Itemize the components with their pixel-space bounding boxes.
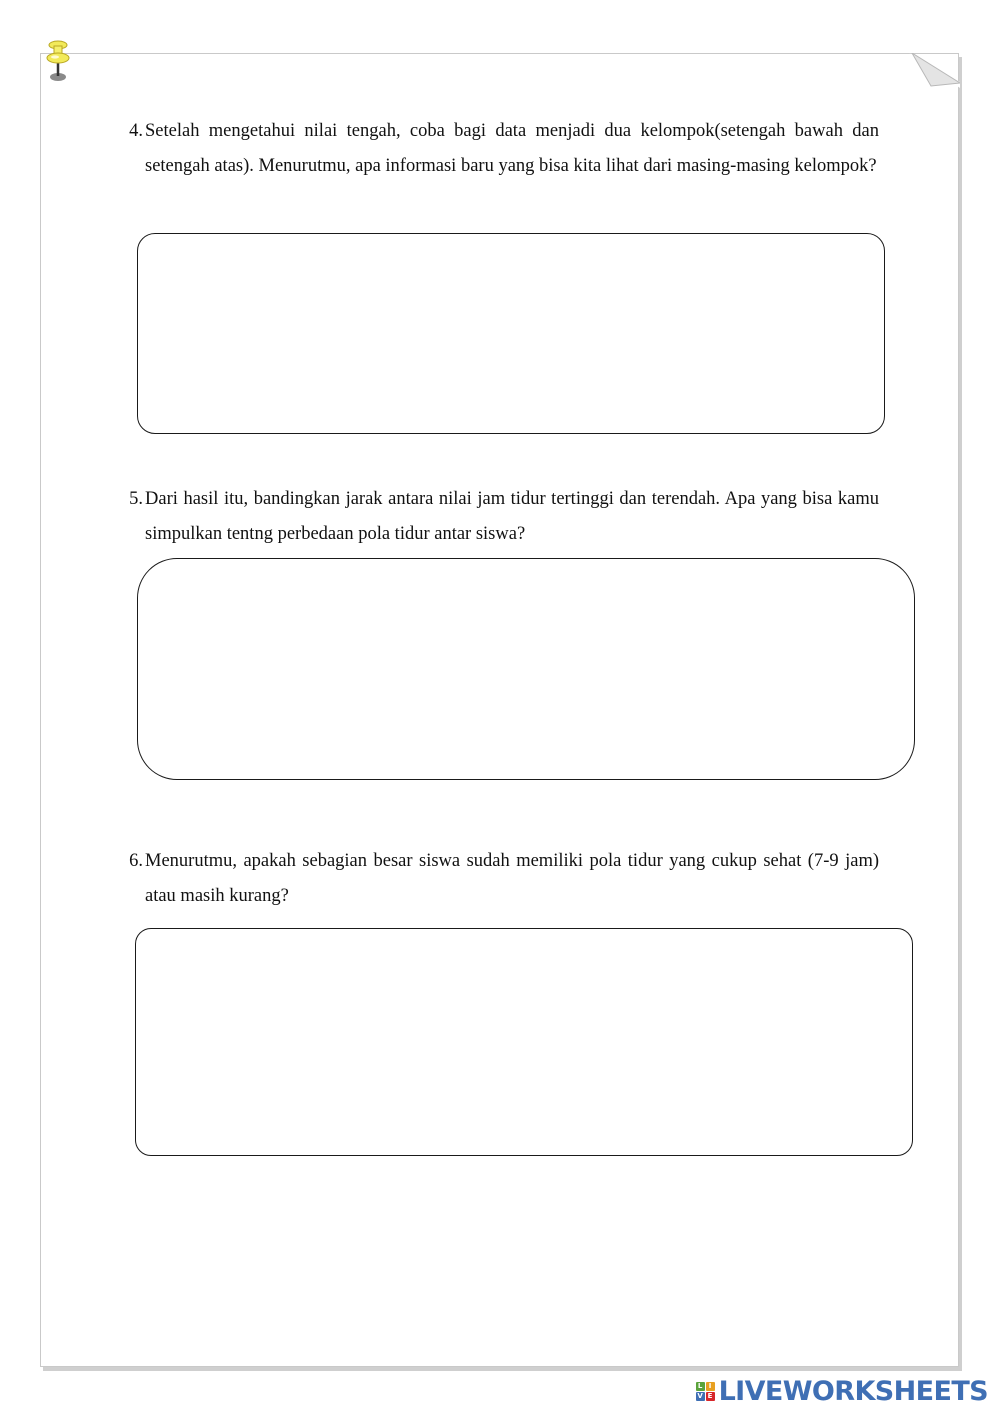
logo-tile-v: V: [697, 1391, 703, 1400]
question-number: 5.: [129, 489, 143, 509]
answer-box-4[interactable]: [137, 233, 885, 434]
question-text: Setelah mengetahui nilai tengah, coba bagi data menjadi dua kelompok(setengah bawah dan setengah atas). Menurutmu, apa informasi baru yang bisa kita lihat dari masing-masing kelompok?: [145, 121, 879, 176]
question-text: Menurutmu, apakah sebagian besar siswa sudah memiliki pola tidur yang cukup sehat (7-9 jam) atau masih kurang?: [145, 851, 879, 906]
liveworksheets-logo-icon: [696, 1382, 715, 1401]
page-curl-icon: [909, 53, 960, 88]
logo-tile-l: L: [696, 1382, 705, 1391]
pushpin-icon: [44, 38, 74, 84]
question-text: Dari hasil itu, bandingkan jarak antara nilai jam tidur tertinggi dan terendah. Apa yang bisa kamu simpulkan tentng perbedaan pola tidur antar siswa?: [145, 489, 879, 544]
logo-tile-i: I: [706, 1382, 715, 1391]
question-6: [113, 844, 879, 913]
question-4: [113, 114, 879, 183]
answer-box-6[interactable]: [135, 928, 913, 1156]
question-number: 6.: [129, 851, 143, 871]
question-5: [113, 482, 879, 551]
liveworksheets-logo-text: LIVEWORKSHEETS: [718, 1375, 988, 1407]
answer-box-5[interactable]: [137, 558, 915, 780]
question-number: 4.: [129, 121, 143, 141]
liveworksheets-logo: [696, 1376, 988, 1406]
logo-tile-e: E: [706, 1392, 715, 1401]
